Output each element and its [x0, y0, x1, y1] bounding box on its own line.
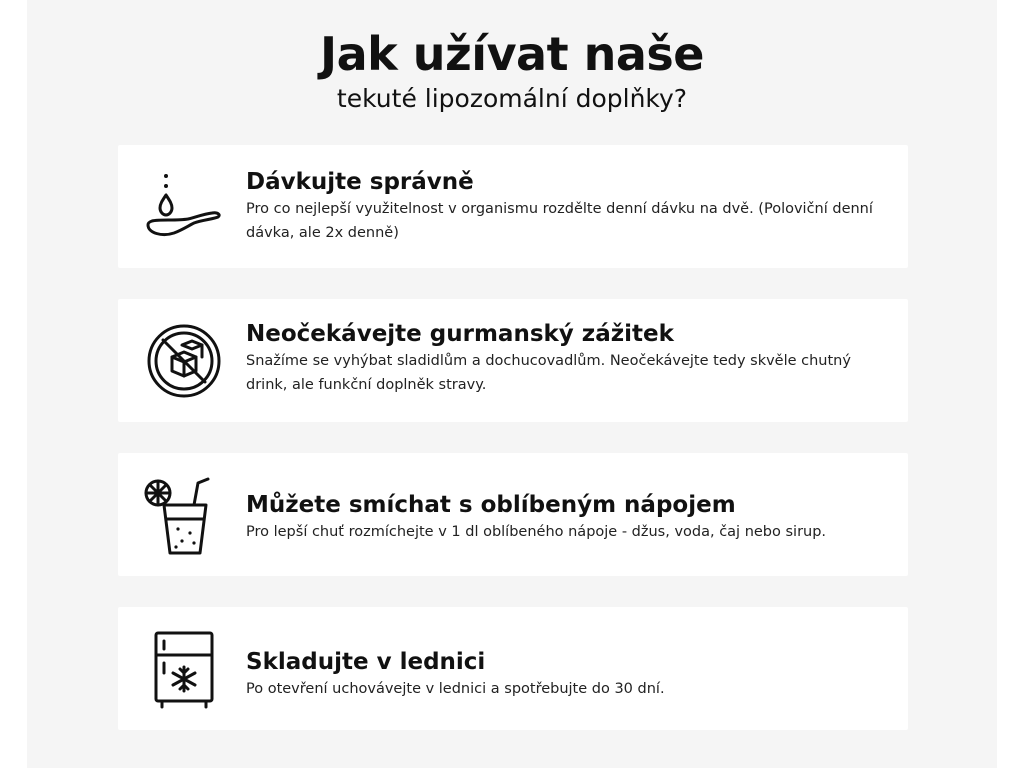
spoon-drop-icon: [142, 165, 226, 249]
drink-glass-icon: [142, 473, 226, 557]
card-dosage: [118, 145, 908, 268]
page-title: Jak užívat naše: [320, 27, 704, 81]
card-description: Po otevření uchovávejte v lednici a spotřebujte do 30 dní.: [246, 681, 665, 697]
card-mix: [118, 453, 908, 576]
card-taste: [118, 299, 908, 422]
card-storage: [118, 607, 908, 730]
card-title: Dávkujte správně: [246, 169, 474, 195]
card-title: Skladujte v lednici: [246, 649, 486, 675]
card-title: Neočekávejte gurmanský zážitek: [246, 321, 674, 347]
card-description: Pro co nejlepší využitelnost v organismu rozdělte denní dávku na dvě. (Poloviční denní dávka, ale 2x denně): [246, 201, 873, 241]
page-subtitle: tekuté lipozomální doplňky?: [336, 84, 688, 113]
card-description: Pro lepší chuť rozmíchejte v 1 dl oblíbeného nápoje - džus, voda, čaj nebo sirup.: [246, 524, 827, 540]
card-description: Snažíme se vyhýbat sladidlům a dochucovadlům. Neočekávejte tedy skvěle chutný drink, ale funkční doplněk stravy.: [246, 353, 851, 393]
card-title: Můžete smíchat s oblíbeným nápojem: [246, 492, 736, 518]
fridge-icon: [142, 627, 226, 711]
no-sugar-icon: [142, 319, 226, 403]
